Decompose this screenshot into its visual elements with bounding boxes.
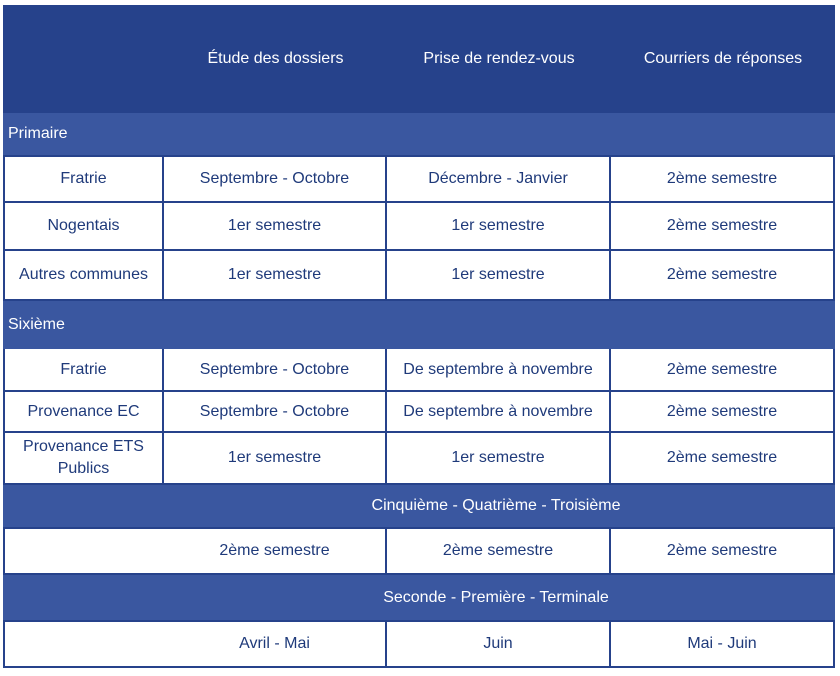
section-college	[3, 485, 835, 527]
header-prise-de-rendez-vous: Prise de rendez-vous	[423, 50, 575, 68]
rdv-cell: De septembre à novembre	[387, 349, 611, 392]
section-title: Primaire	[8, 125, 68, 143]
courriers-cell: 2ème semestre	[611, 392, 835, 433]
courriers-cell: 2ème semestre	[611, 251, 835, 301]
etude-cell: 2ème semestre	[164, 527, 387, 575]
row-label	[3, 620, 164, 668]
row-label: Provenance EC	[3, 392, 164, 433]
courriers-cell: Mai - Juin	[611, 620, 835, 668]
table-row	[3, 155, 835, 203]
row-label: Provenance ETS Publics	[3, 433, 164, 485]
table-row	[3, 203, 835, 251]
header-etude-des-dossiers: Étude des dossiers	[207, 50, 344, 68]
etude-cell: Septembre - Octobre	[164, 349, 387, 392]
header-cell-empty	[3, 5, 164, 113]
etude-cell: Septembre - Octobre	[164, 392, 387, 433]
row-label: Fratrie	[3, 155, 164, 203]
courriers-cell: 2ème semestre	[611, 433, 835, 485]
rdv-cell: 1er semestre	[387, 203, 611, 251]
rdv-cell: 1er semestre	[387, 251, 611, 301]
table-row	[3, 527, 835, 575]
courriers-cell: 2ème semestre	[611, 203, 835, 251]
section-lycee	[3, 575, 835, 620]
table-row	[3, 349, 835, 392]
etude-cell: 1er semestre	[164, 203, 387, 251]
rdv-cell: 1er semestre	[387, 433, 611, 485]
courriers-cell: 2ème semestre	[611, 527, 835, 575]
courriers-cell: 2ème semestre	[611, 155, 835, 203]
table-row	[3, 251, 835, 301]
table-row	[3, 392, 835, 433]
rdv-cell: 2ème semestre	[387, 527, 611, 575]
section-title: Cinquième - Quatrième - Troisième	[371, 497, 621, 515]
courriers-cell: 2ème semestre	[611, 349, 835, 392]
etude-cell: 1er semestre	[164, 251, 387, 301]
section-title: Sixième	[8, 316, 65, 334]
rdv-cell: De septembre à novembre	[387, 392, 611, 433]
etude-cell: 1er semestre	[164, 433, 387, 485]
section-title: Seconde - Première - Terminale	[383, 588, 609, 606]
table-row	[3, 620, 835, 668]
etude-cell: Septembre - Octobre	[164, 155, 387, 203]
header-courriers-de-reponses: Courriers de réponses	[643, 50, 803, 68]
row-label: Autres communes	[3, 251, 164, 301]
table-row	[3, 433, 835, 485]
section-primaire	[3, 113, 835, 155]
table-header	[3, 5, 835, 113]
rdv-cell: Décembre - Janvier	[387, 155, 611, 203]
etude-cell: Avril - Mai	[164, 620, 387, 668]
schedule-table	[3, 5, 835, 668]
row-label	[3, 527, 164, 575]
row-label: Nogentais	[3, 203, 164, 251]
row-label: Fratrie	[3, 349, 164, 392]
section-sixieme	[3, 301, 835, 349]
rdv-cell: Juin	[387, 620, 611, 668]
